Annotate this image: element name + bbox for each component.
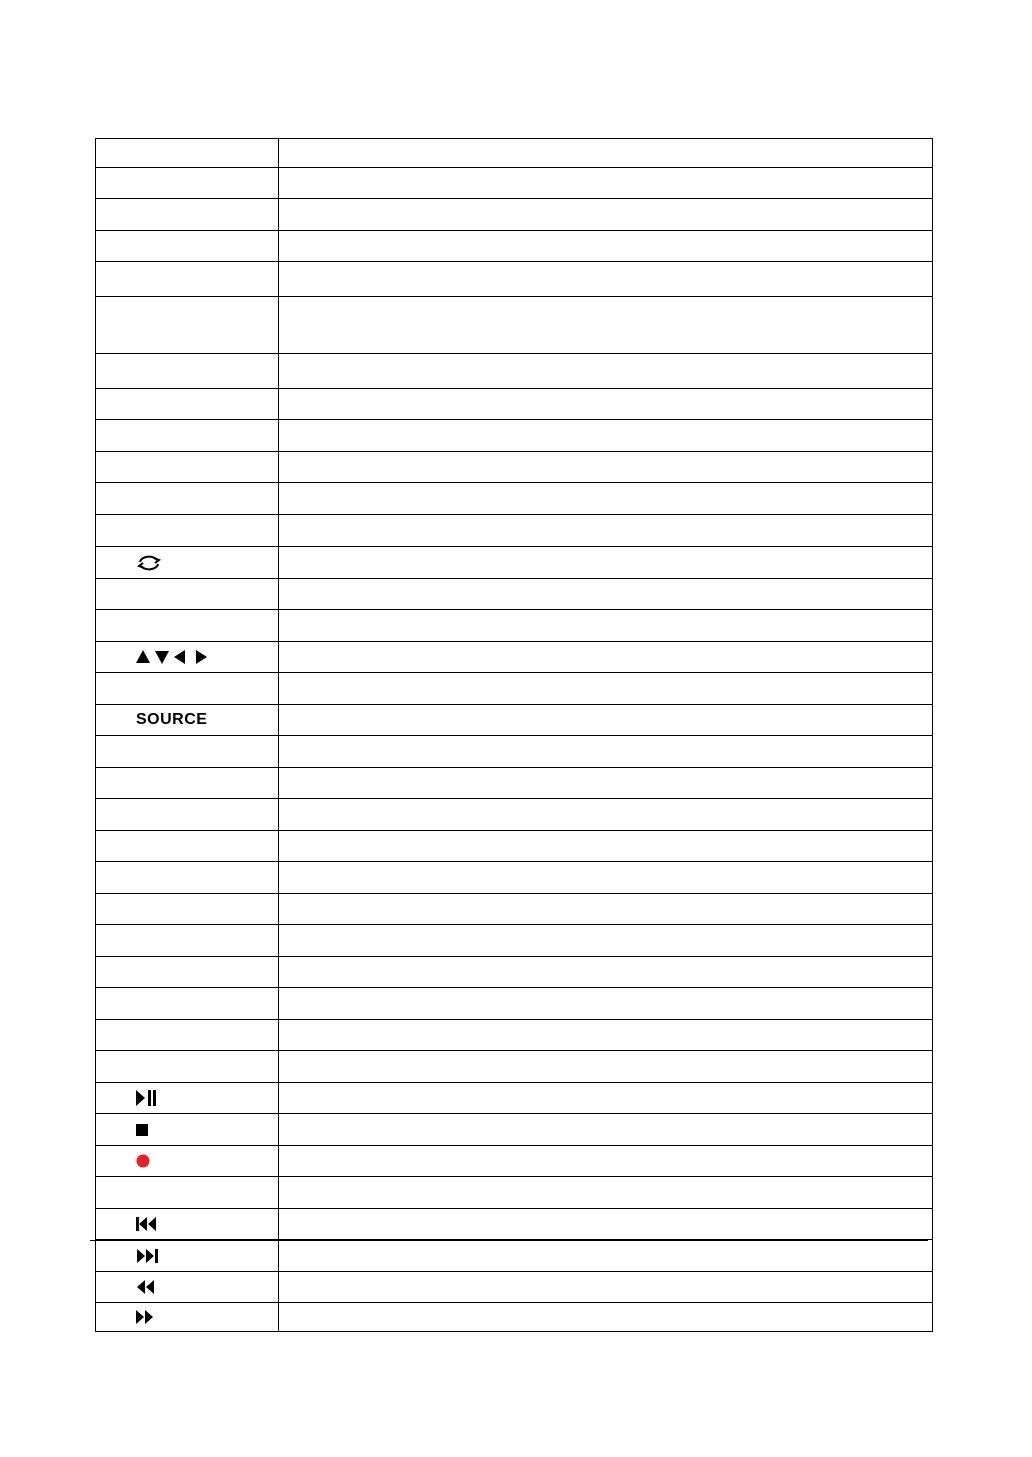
key-label bbox=[96, 554, 278, 572]
description-cell bbox=[279, 1020, 933, 1051]
table-row bbox=[96, 894, 933, 925]
horizontal-rule bbox=[90, 1240, 928, 1241]
description-cell bbox=[279, 988, 933, 1020]
key-cell bbox=[96, 894, 279, 925]
description-cell bbox=[279, 515, 933, 547]
description-cell bbox=[279, 862, 933, 894]
record-icon bbox=[136, 1154, 150, 1168]
previous-track-icon bbox=[136, 1217, 158, 1231]
key-cell bbox=[96, 610, 279, 642]
description-cell bbox=[279, 673, 933, 705]
table-row bbox=[96, 1209, 933, 1240]
table-row bbox=[96, 799, 933, 831]
source-key-label: SOURCE bbox=[136, 711, 208, 728]
description-cell bbox=[279, 579, 933, 610]
description-cell bbox=[279, 1209, 933, 1240]
description-cell bbox=[279, 262, 933, 297]
key-cell bbox=[96, 168, 279, 199]
key-cell bbox=[96, 673, 279, 705]
table-row bbox=[96, 139, 933, 168]
table-row bbox=[96, 957, 933, 988]
key-cell bbox=[96, 1177, 279, 1209]
description-cell bbox=[279, 420, 933, 452]
key-cell bbox=[96, 799, 279, 831]
key-cell bbox=[96, 1083, 279, 1114]
table-row bbox=[96, 642, 933, 673]
key-cell bbox=[96, 831, 279, 862]
table-row bbox=[96, 1177, 933, 1209]
description-cell bbox=[279, 957, 933, 988]
table-row bbox=[96, 297, 933, 354]
table-row bbox=[96, 354, 933, 389]
table-row bbox=[96, 862, 933, 894]
key-label bbox=[96, 1280, 278, 1294]
table-row bbox=[96, 768, 933, 799]
description-cell bbox=[279, 199, 933, 231]
key-cell bbox=[96, 1272, 279, 1303]
direction-arrows-icon bbox=[136, 649, 210, 665]
key-cell bbox=[96, 1146, 279, 1177]
table-row bbox=[96, 1051, 933, 1083]
key-cell bbox=[96, 736, 279, 768]
description-cell bbox=[279, 894, 933, 925]
description-cell bbox=[279, 1303, 933, 1332]
description-cell bbox=[279, 547, 933, 579]
description-cell bbox=[279, 610, 933, 642]
key-cell bbox=[96, 354, 279, 389]
key-cell bbox=[96, 1114, 279, 1146]
table-row bbox=[96, 168, 933, 199]
key-cell bbox=[96, 515, 279, 547]
key-label bbox=[96, 649, 278, 665]
key-cell bbox=[96, 1051, 279, 1083]
key-cell bbox=[96, 1020, 279, 1051]
key-cell bbox=[96, 262, 279, 297]
description-cell bbox=[279, 642, 933, 673]
key-cell bbox=[96, 768, 279, 799]
description-cell bbox=[279, 354, 933, 389]
table-row bbox=[96, 831, 933, 862]
table-row bbox=[96, 515, 933, 547]
description-cell bbox=[279, 1051, 933, 1083]
description-cell bbox=[279, 231, 933, 262]
key-cell bbox=[96, 1303, 279, 1332]
description-cell bbox=[279, 736, 933, 768]
key-cell bbox=[96, 988, 279, 1020]
table-row bbox=[96, 579, 933, 610]
play-pause-icon bbox=[136, 1090, 158, 1106]
swap-arrows-icon bbox=[136, 554, 162, 572]
key-cell bbox=[96, 862, 279, 894]
fast-forward-icon bbox=[136, 1310, 154, 1324]
key-label bbox=[96, 1249, 278, 1263]
table-row bbox=[96, 1114, 933, 1146]
table-row bbox=[96, 925, 933, 957]
table-row bbox=[96, 610, 933, 642]
description-cell bbox=[279, 768, 933, 799]
table-row bbox=[96, 705, 933, 736]
description-cell bbox=[279, 799, 933, 831]
description-cell bbox=[279, 389, 933, 420]
key-label bbox=[96, 1124, 278, 1136]
table-row bbox=[96, 420, 933, 452]
description-cell bbox=[279, 1146, 933, 1177]
description-cell bbox=[279, 139, 933, 168]
key-cell bbox=[96, 579, 279, 610]
table-row bbox=[96, 199, 933, 231]
key-cell bbox=[96, 199, 279, 231]
key-label bbox=[96, 1310, 278, 1324]
key-cell bbox=[96, 389, 279, 420]
key-label bbox=[96, 1217, 278, 1231]
description-cell bbox=[279, 1114, 933, 1146]
remote-key-table bbox=[95, 138, 933, 1332]
table-row bbox=[96, 262, 933, 297]
key-cell bbox=[96, 231, 279, 262]
description-cell bbox=[279, 1240, 933, 1272]
key-cell bbox=[96, 547, 279, 579]
table-row bbox=[96, 483, 933, 515]
table-row bbox=[96, 1303, 933, 1332]
key-label bbox=[96, 1154, 278, 1168]
description-cell bbox=[279, 1177, 933, 1209]
table-row bbox=[96, 736, 933, 768]
table-row bbox=[96, 547, 933, 579]
next-track-icon bbox=[136, 1249, 158, 1263]
key-cell bbox=[96, 297, 279, 354]
key-cell bbox=[96, 483, 279, 515]
table-row bbox=[96, 389, 933, 420]
description-cell bbox=[279, 297, 933, 354]
description-cell bbox=[279, 1083, 933, 1114]
key-cell bbox=[96, 1209, 279, 1240]
table-row bbox=[96, 1240, 933, 1272]
key-cell bbox=[96, 420, 279, 452]
table-row bbox=[96, 988, 933, 1020]
table-row bbox=[96, 1146, 933, 1177]
rewind-icon bbox=[136, 1280, 154, 1294]
key-cell bbox=[96, 925, 279, 957]
table-row bbox=[96, 1020, 933, 1051]
table-row bbox=[96, 1272, 933, 1303]
description-cell bbox=[279, 925, 933, 957]
key-label bbox=[96, 1090, 278, 1106]
description-cell bbox=[279, 168, 933, 199]
description-cell bbox=[279, 452, 933, 483]
key-cell bbox=[96, 139, 279, 168]
table-row bbox=[96, 452, 933, 483]
key-cell bbox=[96, 957, 279, 988]
description-cell bbox=[279, 483, 933, 515]
description-cell bbox=[279, 705, 933, 736]
table-row bbox=[96, 231, 933, 262]
key-cell bbox=[96, 452, 279, 483]
key-cell bbox=[96, 705, 279, 736]
description-cell bbox=[279, 1272, 933, 1303]
stop-icon bbox=[136, 1124, 148, 1136]
table-row bbox=[96, 1083, 933, 1114]
description-cell bbox=[279, 831, 933, 862]
table-row bbox=[96, 673, 933, 705]
key-cell bbox=[96, 642, 279, 673]
key-cell bbox=[96, 1240, 279, 1272]
